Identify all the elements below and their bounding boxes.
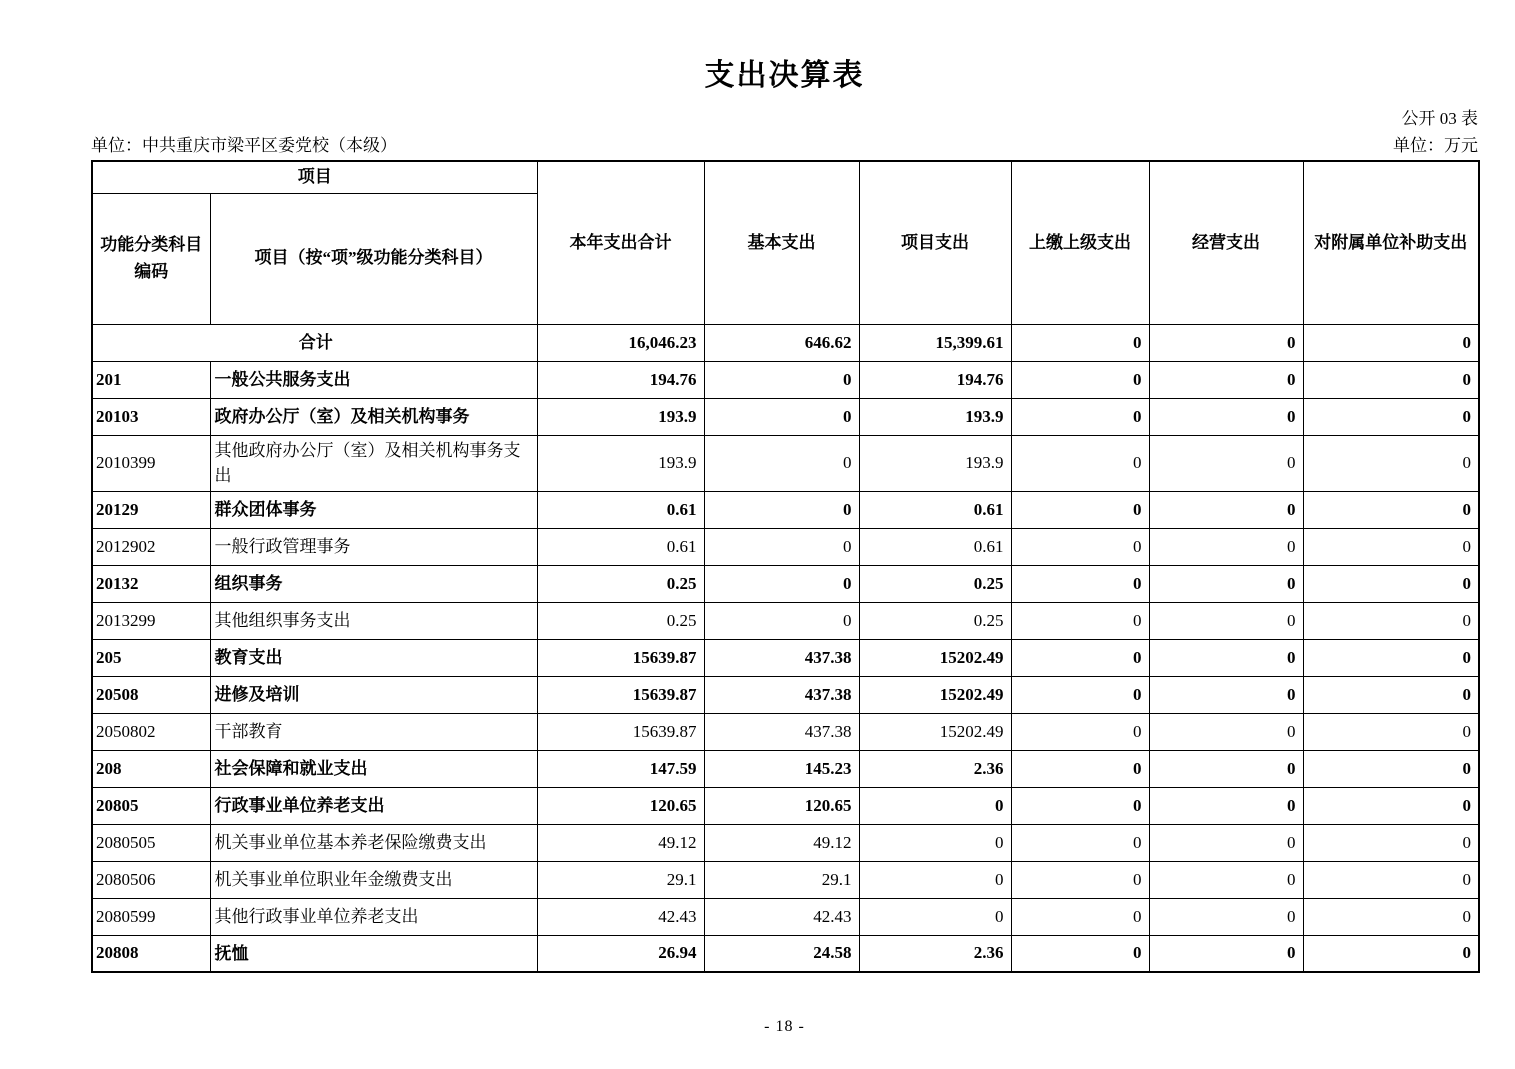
value-cell: 0 xyxy=(704,528,859,565)
row-item-name: 群众团体事务 xyxy=(210,491,537,528)
table-row xyxy=(92,602,1479,639)
value-cell: 15202.49 xyxy=(859,639,1011,676)
table-row xyxy=(92,676,1479,713)
row-function-code: 2012902 xyxy=(92,528,210,565)
value-cell: 15202.49 xyxy=(859,676,1011,713)
row-function-code: 20508 xyxy=(92,676,210,713)
value-cell: 437.38 xyxy=(704,639,859,676)
org-unit-label: 单位：中共重庆市梁平区委党校（本级） xyxy=(91,136,397,156)
value-cell: 26.94 xyxy=(537,935,704,972)
value-cell: 0.25 xyxy=(859,565,1011,602)
value-cell: 0 xyxy=(859,824,1011,861)
value-cell: 0 xyxy=(1011,435,1149,491)
value-cell: 0 xyxy=(1303,602,1479,639)
value-cell: 194.76 xyxy=(537,361,704,398)
value-cell: 42.43 xyxy=(704,898,859,935)
value-cell: 15,399.61 xyxy=(859,324,1011,361)
value-cell: 0 xyxy=(1303,750,1479,787)
header-col-operating: 经营支出 xyxy=(1149,161,1303,324)
row-function-code: 205 xyxy=(92,639,210,676)
row-item-name: 干部教育 xyxy=(210,713,537,750)
value-cell: 0 xyxy=(1011,324,1149,361)
row-item-name: 社会保障和就业支出 xyxy=(210,750,537,787)
value-cell: 16,046.23 xyxy=(537,324,704,361)
value-cell: 0 xyxy=(1303,491,1479,528)
value-cell: 0 xyxy=(1149,676,1303,713)
row-function-code: 20805 xyxy=(92,787,210,824)
table-row xyxy=(92,750,1479,787)
header-function-code: 功能分类科目编码 xyxy=(92,193,210,324)
value-cell: 0 xyxy=(704,435,859,491)
value-cell: 49.12 xyxy=(704,824,859,861)
value-cell: 0 xyxy=(1303,861,1479,898)
meta-row xyxy=(91,135,1478,157)
value-cell: 0 xyxy=(1149,565,1303,602)
value-cell: 0 xyxy=(1011,639,1149,676)
value-cell: 0 xyxy=(704,398,859,435)
value-cell: 29.1 xyxy=(537,861,704,898)
value-cell: 0.25 xyxy=(859,602,1011,639)
value-cell: 0.61 xyxy=(537,528,704,565)
table-row-total xyxy=(92,324,1479,361)
value-cell: 0 xyxy=(704,491,859,528)
value-cell: 0 xyxy=(1303,361,1479,398)
value-cell: 42.43 xyxy=(537,898,704,935)
value-cell: 0 xyxy=(1149,398,1303,435)
value-cell: 0 xyxy=(1011,935,1149,972)
row-item-name: 抚恤 xyxy=(210,935,537,972)
value-cell: 0 xyxy=(1011,824,1149,861)
value-cell: 120.65 xyxy=(704,787,859,824)
value-cell: 0.61 xyxy=(537,491,704,528)
row-function-code: 2080506 xyxy=(92,861,210,898)
value-cell: 0 xyxy=(1011,565,1149,602)
value-cell: 0 xyxy=(1303,639,1479,676)
value-cell: 0 xyxy=(1149,491,1303,528)
value-cell: 0 xyxy=(1149,935,1303,972)
row-function-code: 2010399 xyxy=(92,435,210,491)
page-title: 支出决算表 xyxy=(704,59,865,92)
row-item-name: 进修及培训 xyxy=(210,676,537,713)
value-cell: 0 xyxy=(859,898,1011,935)
value-cell: 437.38 xyxy=(704,676,859,713)
value-cell: 437.38 xyxy=(704,713,859,750)
value-cell: 193.9 xyxy=(537,398,704,435)
value-cell: 147.59 xyxy=(537,750,704,787)
value-cell: 0.61 xyxy=(859,528,1011,565)
row-function-code: 208 xyxy=(92,750,210,787)
header-col-subsidiary: 对附属单位补助支出 xyxy=(1303,161,1479,324)
value-cell: 2.36 xyxy=(859,750,1011,787)
row-function-code: 20808 xyxy=(92,935,210,972)
value-cell: 0 xyxy=(1303,824,1479,861)
value-cell: 120.65 xyxy=(537,787,704,824)
row-function-code: 201 xyxy=(92,361,210,398)
value-cell: 0 xyxy=(859,787,1011,824)
row-item-name: 组织事务 xyxy=(210,565,537,602)
value-cell: 0 xyxy=(1303,324,1479,361)
header-col-annual-total: 本年支出合计 xyxy=(537,161,704,324)
value-cell: 194.76 xyxy=(859,361,1011,398)
value-cell: 0 xyxy=(1011,602,1149,639)
row-item-name: 教育支出 xyxy=(210,639,537,676)
table-row xyxy=(92,491,1479,528)
row-item-name: 政府办公厅（室）及相关机构事务 xyxy=(210,398,537,435)
table-row xyxy=(92,565,1479,602)
row-function-code: 20103 xyxy=(92,398,210,435)
row-item-name: 其他组织事务支出 xyxy=(210,602,537,639)
table-row xyxy=(92,787,1479,824)
row-function-code: 20132 xyxy=(92,565,210,602)
header-item-name: 项目（按“项”级功能分类科目） xyxy=(210,193,537,324)
value-cell: 49.12 xyxy=(537,824,704,861)
value-cell: 0 xyxy=(1149,435,1303,491)
value-cell: 0 xyxy=(1011,750,1149,787)
value-cell: 15639.87 xyxy=(537,713,704,750)
table-row xyxy=(92,935,1479,972)
header-col-basic: 基本支出 xyxy=(704,161,859,324)
table-body xyxy=(92,324,1479,972)
value-cell: 0 xyxy=(1149,713,1303,750)
value-cell: 0 xyxy=(1149,361,1303,398)
value-cell: 0 xyxy=(1011,676,1149,713)
value-cell: 0 xyxy=(1011,713,1149,750)
value-cell: 0 xyxy=(859,861,1011,898)
value-cell: 0 xyxy=(704,602,859,639)
row-function-code: 2080505 xyxy=(92,824,210,861)
value-cell: 24.58 xyxy=(704,935,859,972)
value-cell: 0 xyxy=(1149,324,1303,361)
header-col-project: 项目支出 xyxy=(859,161,1011,324)
value-cell: 0 xyxy=(1303,898,1479,935)
value-cell: 145.23 xyxy=(704,750,859,787)
value-cell: 0 xyxy=(1303,398,1479,435)
row-item-name: 其他行政事业单位养老支出 xyxy=(210,898,537,935)
value-cell: 0 xyxy=(1011,361,1149,398)
table-row xyxy=(92,713,1479,750)
value-cell: 193.9 xyxy=(859,435,1011,491)
table-row xyxy=(92,824,1479,861)
value-cell: 0 xyxy=(1011,491,1149,528)
header-row-group xyxy=(92,161,1479,193)
value-cell: 0 xyxy=(1149,639,1303,676)
value-cell: 0.25 xyxy=(537,565,704,602)
row-item-name: 一般公共服务支出 xyxy=(210,361,537,398)
value-cell: 0 xyxy=(1011,787,1149,824)
value-cell: 0 xyxy=(1303,565,1479,602)
value-cell: 0 xyxy=(1011,861,1149,898)
row-item-name: 机关事业单位基本养老保险缴费支出 xyxy=(210,824,537,861)
value-cell: 193.9 xyxy=(859,398,1011,435)
row-function-code: 2050802 xyxy=(92,713,210,750)
table-row xyxy=(92,528,1479,565)
value-cell: 193.9 xyxy=(537,435,704,491)
table-row xyxy=(92,898,1479,935)
row-item-name: 一般行政管理事务 xyxy=(210,528,537,565)
table-row xyxy=(92,435,1479,491)
value-cell: 0 xyxy=(1149,750,1303,787)
table-row xyxy=(92,398,1479,435)
value-cell: 0 xyxy=(1011,398,1149,435)
value-cell: 646.62 xyxy=(704,324,859,361)
value-cell: 0.25 xyxy=(537,602,704,639)
value-cell: 0 xyxy=(704,565,859,602)
expenditure-table xyxy=(91,160,1480,973)
value-cell: 0 xyxy=(1149,824,1303,861)
header-project-group: 项目 xyxy=(92,161,537,193)
table-code-label: 公开 03 表 xyxy=(1401,109,1478,128)
table-row xyxy=(92,361,1479,398)
value-cell: 0 xyxy=(1303,787,1479,824)
value-cell: 0.61 xyxy=(859,491,1011,528)
value-cell: 0 xyxy=(1149,787,1303,824)
value-cell: 15202.49 xyxy=(859,713,1011,750)
row-total-label: 合计 xyxy=(92,324,537,361)
value-cell: 0 xyxy=(1303,528,1479,565)
value-cell: 0 xyxy=(1303,435,1479,491)
row-item-name: 机关事业单位职业年金缴费支出 xyxy=(210,861,537,898)
value-cell: 2.36 xyxy=(859,935,1011,972)
table-row xyxy=(92,861,1479,898)
row-item-name: 其他政府办公厅（室）及相关机构事务支出 xyxy=(210,435,537,491)
value-cell: 15639.87 xyxy=(537,676,704,713)
row-function-code: 20129 xyxy=(92,491,210,528)
row-function-code: 2013299 xyxy=(92,602,210,639)
value-cell: 29.1 xyxy=(704,861,859,898)
value-cell: 0 xyxy=(1011,898,1149,935)
value-cell: 15639.87 xyxy=(537,639,704,676)
value-cell: 0 xyxy=(1303,713,1479,750)
value-cell: 0 xyxy=(1149,861,1303,898)
value-cell: 0 xyxy=(704,361,859,398)
value-cell: 0 xyxy=(1149,602,1303,639)
value-cell: 0 xyxy=(1011,528,1149,565)
value-cell: 0 xyxy=(1149,898,1303,935)
value-cell: 0 xyxy=(1303,935,1479,972)
currency-unit-label: 单位：万元 xyxy=(1393,136,1478,156)
header-col-upward: 上缴上级支出 xyxy=(1011,161,1149,324)
value-cell: 0 xyxy=(1303,676,1479,713)
page-number: - 18 - xyxy=(764,1018,805,1035)
value-cell: 0 xyxy=(1149,528,1303,565)
table-row xyxy=(92,639,1479,676)
row-function-code: 2080599 xyxy=(92,898,210,935)
row-item-name: 行政事业单位养老支出 xyxy=(210,787,537,824)
